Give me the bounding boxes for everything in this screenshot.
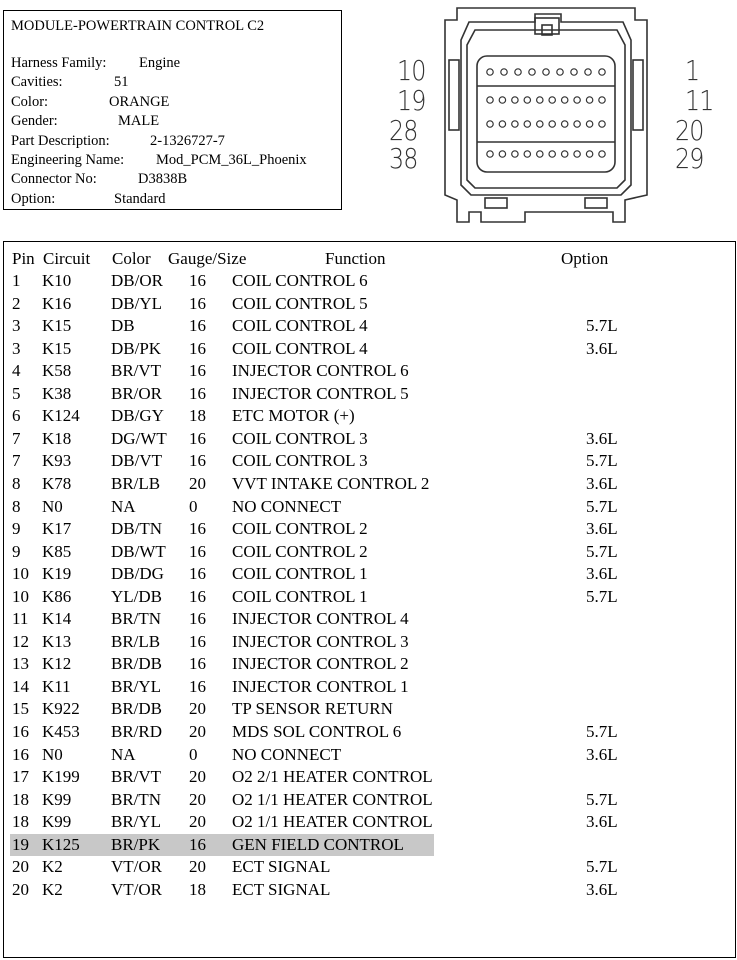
function-cell: COIL CONTROL 3 <box>232 451 368 471</box>
circuit-cell: K453 <box>42 722 80 741</box>
table-row <box>4 834 734 857</box>
color-cell: BR/DB <box>111 654 163 674</box>
header-color: Color <box>112 249 151 268</box>
function-cell: COIL CONTROL 1 <box>232 564 368 584</box>
circuit-cell: K11 <box>42 676 71 696</box>
function-cell: INJECTOR CONTROL 3 <box>232 631 409 651</box>
pin-cell: 6 <box>12 406 21 426</box>
function-cell: NO CONNECT <box>232 744 342 764</box>
function-cell: ETC MOTOR (+) <box>232 406 355 426</box>
color-cell: BR/LB <box>111 631 161 651</box>
circuit-cell: K124 <box>42 406 80 426</box>
gauge-cell: 16 <box>189 834 206 854</box>
gauge-cell: 16 <box>189 586 206 606</box>
pin-cell: 9 <box>12 519 21 539</box>
gauge-cell: 16 <box>189 541 206 561</box>
gauge-cell: 18 <box>189 406 206 426</box>
function-cell: VVT INTAKE CONTROL 2 <box>232 473 430 493</box>
info-value: D3838B <box>138 171 188 188</box>
info-value: 2-1326727-7 <box>150 132 225 149</box>
option-cell: 3.6L <box>586 473 618 493</box>
gauge-cell: 20 <box>189 722 206 741</box>
gauge-cell: 20 <box>189 473 206 493</box>
circuit-cell: K199 <box>42 767 80 787</box>
pin-cavity <box>524 97 530 103</box>
pin-cavity <box>543 69 549 75</box>
pin-cavity <box>574 97 580 103</box>
circuit-cell: N0 <box>42 744 63 764</box>
function-cell: INJECTOR CONTROL 2 <box>232 654 409 674</box>
gauge-cell: 20 <box>189 857 206 877</box>
table-row <box>4 270 734 293</box>
function-cell: COIL CONTROL 2 <box>232 519 368 539</box>
option-cell: 3.6L <box>586 744 618 764</box>
info-label: Option: <box>11 190 56 207</box>
circuit-cell: K14 <box>42 609 72 629</box>
gauge-cell: 16 <box>189 293 206 313</box>
pin-cell: 12 <box>12 631 29 651</box>
info-value: MALE <box>118 113 160 130</box>
pin-cavity <box>562 121 568 127</box>
info-value: Mod_PCM_36L_Phoenix <box>156 152 307 168</box>
function-cell: ECT SIGNAL <box>232 857 331 877</box>
option-cell: 3.6L <box>586 519 618 539</box>
gauge-cell: 20 <box>189 767 206 787</box>
table-row <box>4 721 734 744</box>
pin-cavity <box>487 97 493 103</box>
pin-cavity <box>537 151 543 157</box>
option-cell: 5.7L <box>586 789 618 809</box>
option-cell: 3.6L <box>586 338 618 358</box>
table-row <box>4 473 734 496</box>
pin-cell: 15 <box>12 699 29 719</box>
pin-cavity <box>499 97 505 103</box>
table-row <box>4 405 734 428</box>
gauge-cell: 16 <box>189 519 206 539</box>
gauge-cell: 16 <box>189 271 206 290</box>
gauge-cell: 16 <box>189 338 206 358</box>
pin-number-label: 29 <box>675 142 704 175</box>
color-cell: DB/DG <box>111 564 164 584</box>
option-cell: 5.7L <box>586 496 618 516</box>
pin-cavity <box>599 151 605 157</box>
function-cell: COIL CONTROL 2 <box>232 541 368 561</box>
pin-cavity <box>562 151 568 157</box>
pinout-table <box>3 241 736 958</box>
pin-cell: 7 <box>12 428 21 448</box>
pin-cavity <box>501 69 507 75</box>
pin-cavity <box>487 151 493 157</box>
option-cell: 3.6L <box>586 428 618 448</box>
connector-title: MODULE-POWERTRAIN CONTROL C2 <box>11 18 265 34</box>
color-cell: BR/PK <box>111 834 161 854</box>
info-label: Gender: <box>11 113 58 130</box>
circuit-cell: K18 <box>42 428 72 448</box>
color-cell: BR/DB <box>111 699 163 719</box>
info-row <box>11 190 166 208</box>
connector-diagram <box>385 0 737 230</box>
pin-cavity <box>499 121 505 127</box>
table-row <box>4 631 734 654</box>
info-value: 51 <box>114 74 129 91</box>
table-row <box>4 360 734 383</box>
circuit-cell: K12 <box>42 654 72 674</box>
color-cell: BR/TN <box>111 789 162 809</box>
color-cell: DB/TN <box>111 519 162 539</box>
table-row <box>4 811 734 834</box>
circuit-cell: K99 <box>42 789 72 809</box>
pin-number-label: 28 <box>389 114 418 147</box>
table-row <box>4 315 734 338</box>
header-pin: Pin <box>12 249 35 268</box>
color-cell: DB/PK <box>111 338 162 358</box>
color-cell: DB/GY <box>111 406 164 426</box>
pin-cavity <box>537 97 543 103</box>
color-cell: BR/RD <box>111 722 163 741</box>
circuit-cell: K2 <box>42 857 63 877</box>
color-cell: DG/WT <box>111 428 167 448</box>
option-cell: 5.7L <box>586 316 618 336</box>
function-cell: COIL CONTROL 3 <box>232 428 368 448</box>
gauge-cell: 16 <box>189 676 206 696</box>
function-cell: INJECTOR CONTROL 6 <box>232 361 409 381</box>
pin-cavity <box>499 151 505 157</box>
info-value: Engine <box>139 55 181 71</box>
gauge-cell: 16 <box>189 451 206 471</box>
info-value: Standard <box>114 190 166 207</box>
pin-cavity <box>586 151 592 157</box>
pin-cell: 7 <box>12 451 21 471</box>
table-row <box>4 338 734 361</box>
pin-cavity <box>524 121 530 127</box>
option-cell: 5.7L <box>586 586 618 606</box>
header-circuit: Circuit <box>43 249 91 268</box>
function-cell: GEN FIELD CONTROL <box>232 834 404 854</box>
info-row <box>11 132 225 150</box>
color-cell: VT/OR <box>111 857 162 877</box>
circuit-cell: K10 <box>42 271 72 290</box>
table-row <box>4 496 734 519</box>
table-row <box>4 698 734 721</box>
circuit-cell: K86 <box>42 586 72 606</box>
table-row <box>4 293 734 316</box>
function-cell: TP SENSOR RETURN <box>232 699 393 719</box>
pin-cavity <box>487 121 493 127</box>
gauge-cell: 16 <box>189 316 206 336</box>
circuit-cell: K125 <box>42 834 80 854</box>
circuit-cell: K99 <box>42 812 72 832</box>
pin-cavity <box>574 151 580 157</box>
pin-cell: 17 <box>12 767 29 787</box>
pin-number-label: 11 <box>685 84 714 117</box>
pin-cell: 10 <box>12 564 29 584</box>
circuit-cell: K15 <box>42 338 72 358</box>
option-cell: 5.7L <box>586 857 618 877</box>
pin-cell: 14 <box>12 676 29 696</box>
function-cell: O2 2/1 HEATER CONTROL <box>232 767 433 787</box>
option-cell: 5.7L <box>586 451 618 471</box>
pin-cell: 13 <box>12 654 29 674</box>
pin-cell: 10 <box>12 586 29 606</box>
pin-cell: 20 <box>12 879 29 899</box>
info-row <box>11 93 170 111</box>
pin-cavity <box>599 97 605 103</box>
pin-cell: 9 <box>12 541 21 561</box>
table-row <box>4 383 734 406</box>
function-cell: COIL CONTROL 6 <box>232 271 368 290</box>
pin-cell: 1 <box>12 271 21 290</box>
pin-cell: 4 <box>12 361 21 381</box>
function-cell: INJECTOR CONTROL 5 <box>232 383 409 403</box>
table-row <box>4 744 734 767</box>
circuit-cell: K19 <box>42 564 72 584</box>
circuit-cell: K16 <box>42 293 72 313</box>
pin-cell: 8 <box>12 473 21 493</box>
circuit-cell: K15 <box>42 316 72 336</box>
table-row <box>4 879 734 902</box>
circuit-cell: K922 <box>42 699 80 719</box>
header-option: Option <box>561 249 609 268</box>
pin-cell: 3 <box>12 316 21 336</box>
info-row <box>11 171 188 188</box>
gauge-cell: 16 <box>189 654 206 674</box>
color-cell: BR/TN <box>111 609 162 629</box>
pin-cavity <box>515 69 521 75</box>
option-cell: 3.6L <box>586 564 618 584</box>
circuit-cell: K17 <box>42 519 72 539</box>
option-cell: 3.6L <box>586 812 618 832</box>
pin-cavity <box>512 97 518 103</box>
circuit-cell: K78 <box>42 473 72 493</box>
gauge-cell: 16 <box>189 564 206 584</box>
pin-cavity <box>537 121 543 127</box>
color-cell: YL/DB <box>111 586 162 606</box>
gauge-cell: 16 <box>189 631 206 651</box>
function-cell: COIL CONTROL 4 <box>232 338 368 358</box>
pin-cavity <box>571 69 577 75</box>
color-cell: BR/LB <box>111 473 161 493</box>
info-label: Part Description: <box>11 132 110 149</box>
color-cell: BR/VT <box>111 767 162 787</box>
pin-cavity <box>586 121 592 127</box>
circuit-cell: N0 <box>42 496 63 516</box>
table-row <box>4 676 734 699</box>
pin-cavity <box>512 151 518 157</box>
pin-cavity <box>586 97 592 103</box>
gauge-cell: 18 <box>189 879 206 899</box>
info-row <box>11 152 307 169</box>
pin-cavity <box>549 151 555 157</box>
table-row <box>4 541 734 564</box>
pin-cell: 3 <box>12 338 21 358</box>
pin-cavity <box>529 69 535 75</box>
pin-cavity <box>562 97 568 103</box>
circuit-cell: K85 <box>42 541 72 561</box>
pin-cell: 16 <box>12 722 29 741</box>
table-row <box>4 766 734 789</box>
pin-cell: 8 <box>12 496 21 516</box>
pin-cell: 11 <box>12 609 29 629</box>
pin-cavity <box>524 151 530 157</box>
function-cell: O2 1/1 HEATER CONTROL <box>232 812 433 832</box>
info-row <box>11 74 129 91</box>
table-row <box>4 789 734 812</box>
function-cell: INJECTOR CONTROL 4 <box>232 609 409 629</box>
table-row <box>4 653 734 676</box>
pin-cell: 18 <box>12 812 29 832</box>
pin-number-label: 10 <box>397 54 426 87</box>
gauge-cell: 20 <box>189 812 206 832</box>
circuit-cell: K13 <box>42 631 72 651</box>
connector-info-box <box>3 10 342 210</box>
table-row <box>4 856 734 879</box>
function-cell: NO CONNECT <box>232 496 342 516</box>
pin-cavity <box>549 97 555 103</box>
gauge-cell: 0 <box>189 496 198 516</box>
color-cell: BR/YL <box>111 676 162 696</box>
info-label: Engineering Name: <box>11 152 125 168</box>
table-row <box>4 518 734 541</box>
color-cell: DB/VT <box>111 451 162 471</box>
color-cell: DB <box>111 316 135 336</box>
info-label: Harness Family: <box>11 55 107 71</box>
pin-number-label: 20 <box>675 114 704 147</box>
circuit-cell: K58 <box>42 361 72 381</box>
color-cell: VT/OR <box>111 879 162 899</box>
table-row <box>4 428 734 451</box>
info-label: Color: <box>11 93 49 110</box>
table-row <box>4 563 734 586</box>
info-label: Connector No: <box>11 171 97 188</box>
pin-cell: 18 <box>12 789 29 809</box>
pin-cell: 19 <box>12 834 29 854</box>
table-row <box>4 608 734 631</box>
table-row <box>4 586 734 609</box>
gauge-cell: 20 <box>189 789 206 809</box>
option-cell: 5.7L <box>586 541 618 561</box>
color-cell: BR/YL <box>111 812 162 832</box>
pin-cell: 5 <box>12 383 21 403</box>
gauge-cell: 16 <box>189 609 206 629</box>
info-row <box>11 113 160 130</box>
circuit-cell: K93 <box>42 451 72 471</box>
function-cell: COIL CONTROL 5 <box>232 293 368 313</box>
header-gauge: Gauge/Size <box>168 249 247 268</box>
pin-number-label: 19 <box>397 84 426 117</box>
gauge-cell: 20 <box>189 699 206 719</box>
color-cell: BR/VT <box>111 361 162 381</box>
pin-cell: 2 <box>12 293 21 313</box>
function-cell: MDS SOL CONTROL 6 <box>232 722 402 741</box>
pin-cavity <box>557 69 563 75</box>
color-cell: NA <box>111 496 136 516</box>
pin-cavity <box>585 69 591 75</box>
header-function: Function <box>325 249 386 268</box>
option-cell: 5.7L <box>586 722 618 741</box>
function-cell: INJECTOR CONTROL 1 <box>232 676 409 696</box>
pin-cavity <box>574 121 580 127</box>
info-value: ORANGE <box>109 93 170 110</box>
option-cell: 3.6L <box>586 879 618 899</box>
gauge-cell: 0 <box>189 744 198 764</box>
function-cell: O2 1/1 HEATER CONTROL <box>232 789 433 809</box>
color-cell: DB/WT <box>111 541 166 561</box>
table-row <box>4 450 734 473</box>
info-row <box>11 55 181 72</box>
function-cell: COIL CONTROL 4 <box>232 316 368 336</box>
pin-cavity <box>487 69 493 75</box>
color-cell: DB/OR <box>111 271 163 290</box>
color-cell: BR/OR <box>111 383 163 403</box>
gauge-cell: 16 <box>189 383 206 403</box>
pin-number-label: 38 <box>389 142 418 175</box>
pin-cell: 16 <box>12 744 29 764</box>
pin-cavity <box>599 69 605 75</box>
function-cell: ECT SIGNAL <box>232 879 331 899</box>
gauge-cell: 16 <box>189 361 206 381</box>
pin-number-label: 1 <box>685 54 700 87</box>
color-cell: DB/YL <box>111 293 162 313</box>
circuit-cell: K2 <box>42 879 63 899</box>
info-label: Cavities: <box>11 74 63 91</box>
pin-cavity <box>599 121 605 127</box>
circuit-cell: K38 <box>42 383 72 403</box>
pin-cavity <box>549 121 555 127</box>
function-cell: COIL CONTROL 1 <box>232 586 368 606</box>
color-cell: NA <box>111 744 136 764</box>
gauge-cell: 16 <box>189 428 206 448</box>
pin-cell: 20 <box>12 857 29 877</box>
pin-cavity <box>512 121 518 127</box>
